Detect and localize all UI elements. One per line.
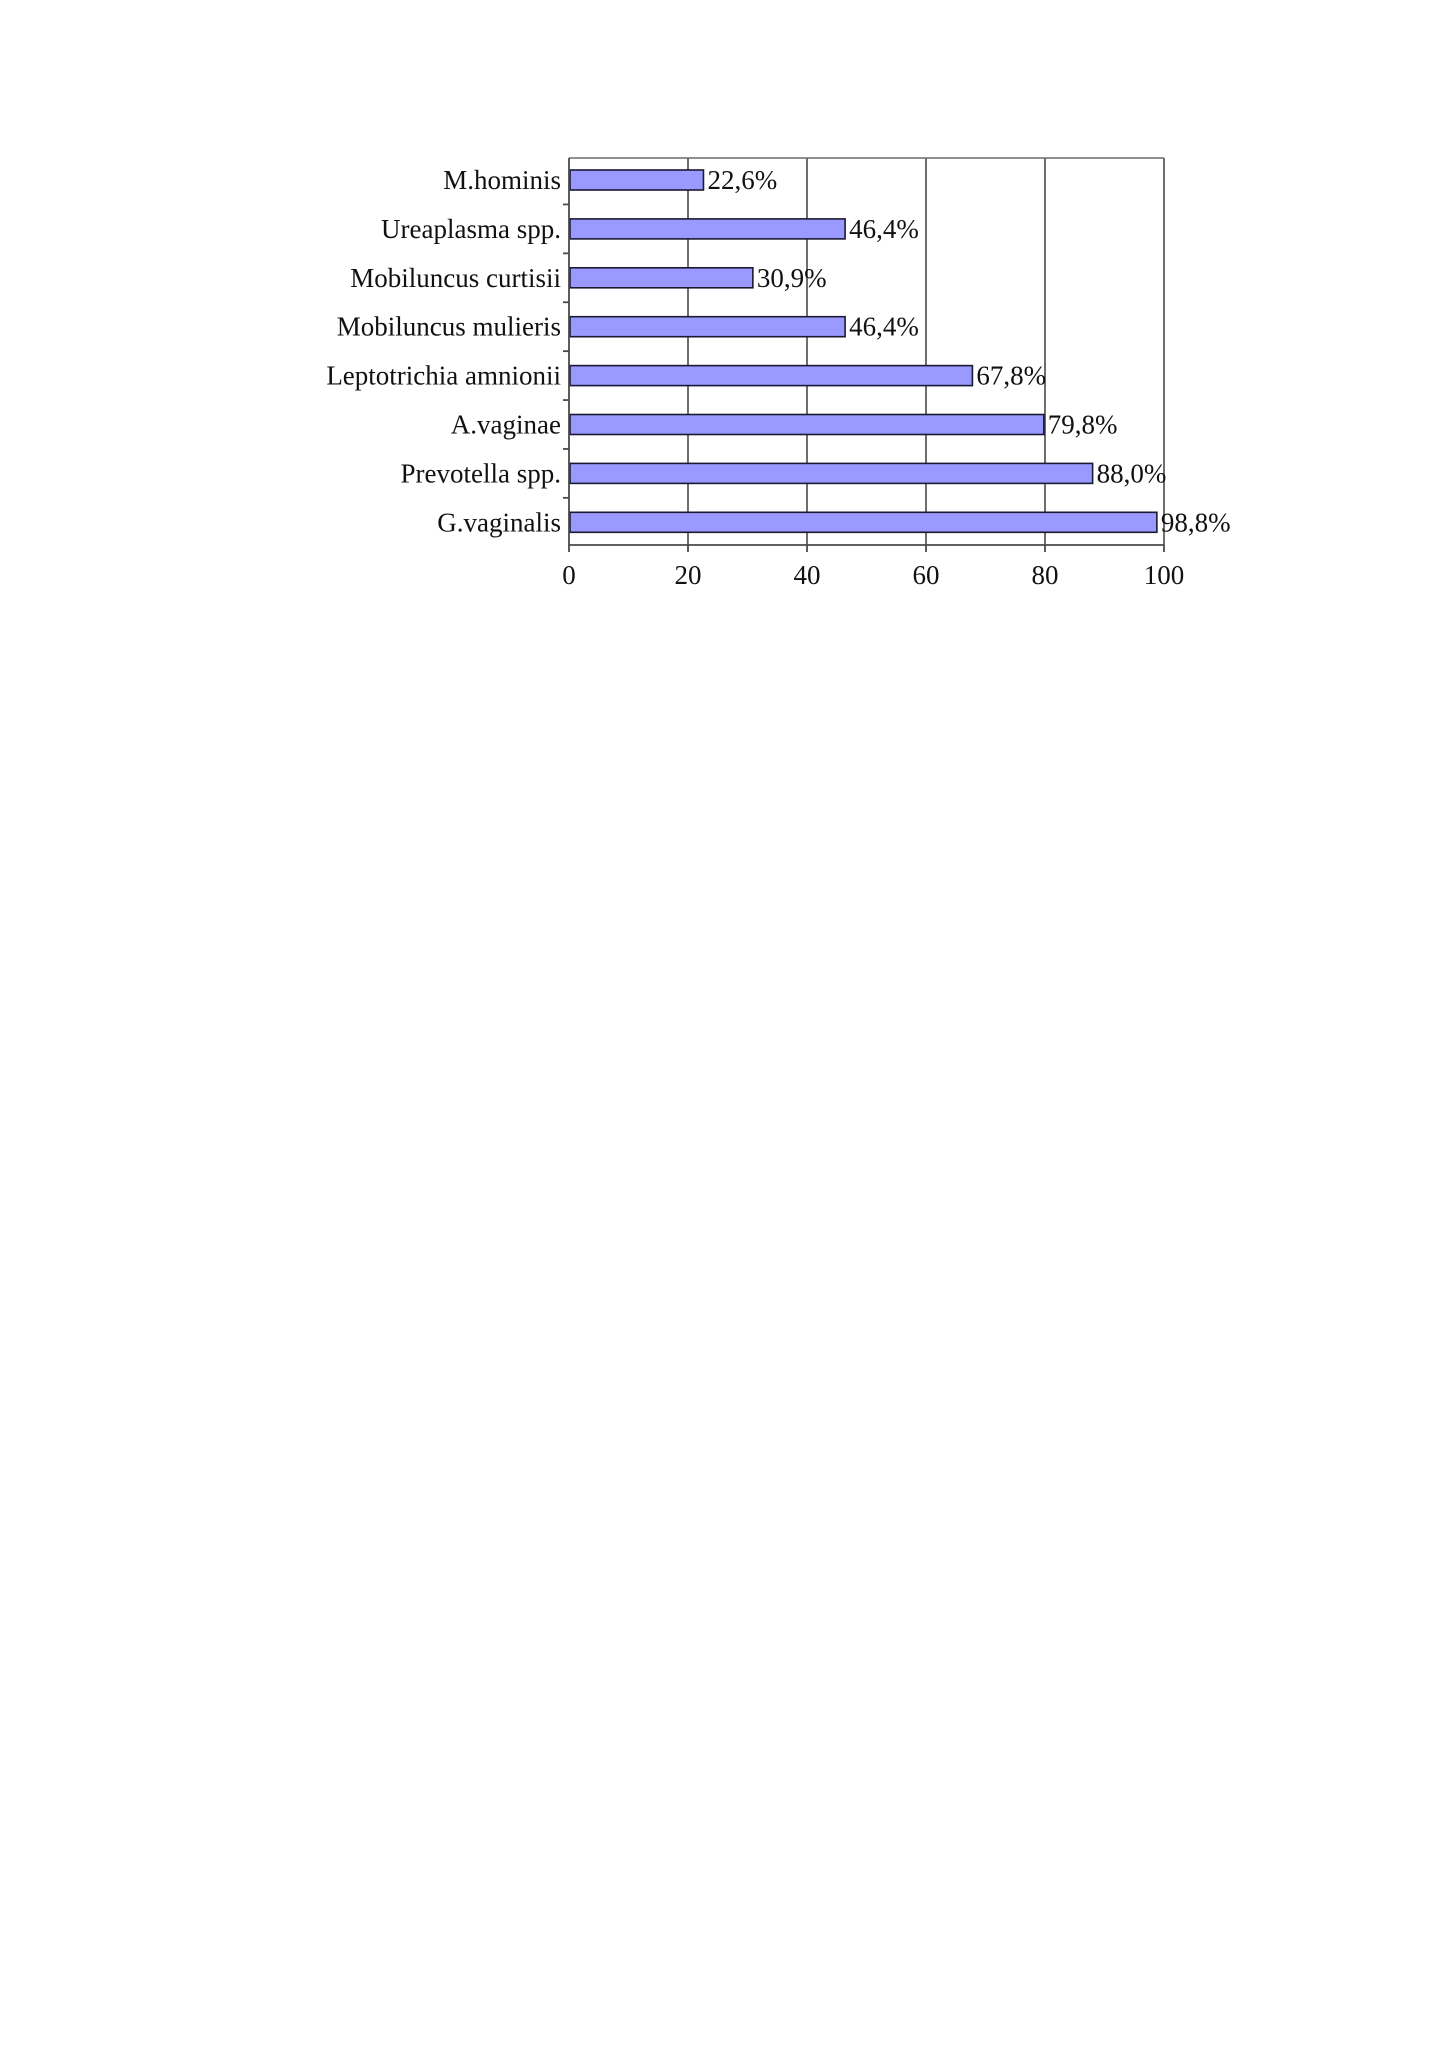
data-label: 30,9% xyxy=(756,262,827,293)
x-tick-label: 100 xyxy=(1143,560,1185,590)
x-tick-label: 40 xyxy=(793,560,821,590)
x-tick-label: 60 xyxy=(912,560,940,590)
bar xyxy=(570,512,1157,532)
category-label: G.vaginalis xyxy=(437,507,561,538)
bar xyxy=(570,463,1093,483)
category-label: Leptotrichia amnionii xyxy=(326,360,561,391)
data-label: 67,8% xyxy=(976,360,1047,391)
x-tick-label: 80 xyxy=(1031,560,1059,590)
category-label: M.hominis xyxy=(443,165,561,195)
x-tick-label: 0 xyxy=(562,560,576,590)
bar xyxy=(570,415,1044,435)
data-label: 46,4% xyxy=(849,213,919,244)
data-label: 88,0% xyxy=(1096,458,1167,489)
bar xyxy=(570,219,845,239)
category-label: A.vaginae xyxy=(450,409,561,440)
bar xyxy=(570,170,703,190)
category-label: Mobiluncus curtisii xyxy=(350,262,561,293)
data-label: 46,4% xyxy=(849,311,919,342)
data-label: 79,8% xyxy=(1047,409,1118,440)
bar xyxy=(570,317,845,337)
category-label: Mobiluncus mulieris xyxy=(336,311,561,342)
category-label: Ureaplasma spp. xyxy=(381,213,561,244)
bar xyxy=(570,268,753,288)
data-label: 98,8% xyxy=(1160,507,1231,538)
bar xyxy=(570,366,972,386)
x-tick-label: 20 xyxy=(674,560,702,590)
data-label: 22,6% xyxy=(707,165,778,195)
category-label: Prevotella spp. xyxy=(400,458,561,489)
gridlines xyxy=(688,158,1164,545)
